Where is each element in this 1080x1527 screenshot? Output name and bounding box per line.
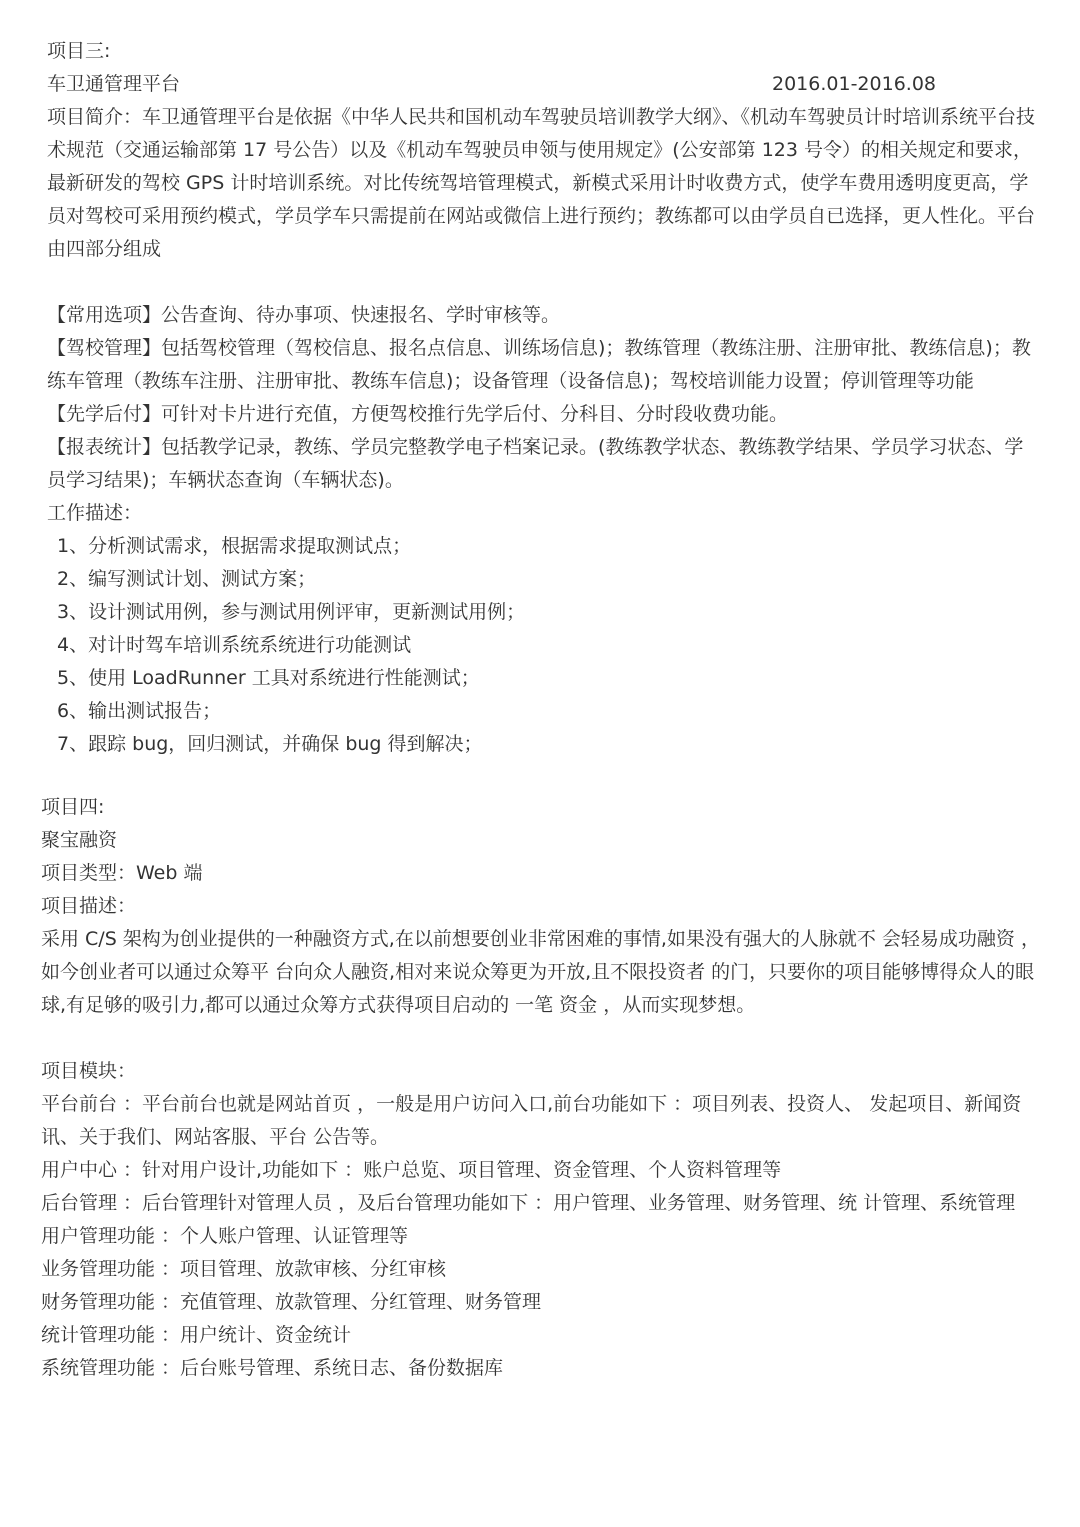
work-item: 6、输出测试报告； (57, 700, 222, 722)
module-line: 用户管理功能 ：个人账户管理、认证管理等 (41, 1225, 409, 1247)
project-four-description-heading: 项目描述： (41, 895, 137, 917)
project-three-heading: 项目三: (47, 40, 111, 62)
project-four-modules-heading: 项目模块： (41, 1060, 137, 1082)
module-line: 用户中心 ：针对用户设计,功能如下 ：账户总览、项目管理、资金管理、个人资料管理等 (41, 1159, 782, 1181)
module-line: 系统管理功能 ：后台账号管理、系统日志、备份数据库 (41, 1357, 504, 1379)
module-line: 统计管理功能 ：用户统计、资金统计 (41, 1324, 352, 1346)
module-learn-first-pay-later: 【先学后付】可针对卡片进行充值，方便驾校推行先学后付、分科目、分时段收费功能。 (47, 403, 789, 425)
module-line: 后台管理 ：后台管理针对管理人员 ，及后台管理功能如下 ：用户管理、业务管理、财务管理、统 计管理、系统管理 (41, 1192, 1016, 1214)
project-three-name: 车卫通管理平台 (47, 73, 181, 95)
project-three-title-row (47, 68, 1040, 101)
work-item: 1、分析测试需求，根据需求提取测试点； (57, 535, 412, 557)
work-item: 2、编写测试计划、测试方案； (57, 568, 317, 590)
work-item: 4、对计时驾车培训系统系统进行功能测试 (57, 634, 412, 656)
project-three-period: 2016.01-2016.08 (772, 73, 936, 95)
work-description-heading: 工作描述： (47, 502, 143, 524)
project-four-type: 项目类型：Web 端 (41, 862, 203, 884)
project-four-name: 聚宝融资 (41, 829, 118, 851)
project-four-description: 采用 C/S 架构为创业提供的一种融资方式,在以前想要创业非常困难的事情,如果没有强大的人脉就不 会轻易成功融资 ，如今创业者可以通过众筹平 台向众人融资,相对来说众筹更为开放,且不限投资者 的门，只要你的项目能够博得众人的眼球,有足够的吸引力,都可以通过众筹方式获得项目启动的 一笔 资金 ，从而实现梦想。 (41, 928, 1040, 1016)
module-line: 业务管理功能 ：项目管理、放款审核、分红审核 (41, 1258, 447, 1280)
work-item: 7、跟踪 bug，回归测试，并确保 bug 得到解决； (57, 733, 483, 755)
spacer (47, 266, 1040, 299)
project-four-section (41, 791, 1041, 1385)
module-line: 平台前台 ：平台前台也就是网站首页 ，一般是用户访问入口,前台功能如下 ：项目列表、投资人、 发起项目、新闻资讯、关于我们、网站客服、平台 公告等。 (41, 1093, 1022, 1148)
work-item: 3、设计测试用例，参与测试用例评审，更新测试用例； (57, 601, 526, 623)
project-three-intro: 项目简介：车卫通管理平台是依据《中华人民共和国机动车驾驶员培训教学大纲》、《机动车驾驶员计时培训系统平台技术规范（交通运输部第 17 号公告）以及《机动车驾驶员申领与使用规定》(公安部第 123 号令）的相关规定和要求，最新研发的驾校 GPS 计时培训系统。对比传统驾培管理模式，新模式采用计时收费方式，使学车费用透明度更高，学员对驾校可采用预约模式，学员学车只需提前在网站或微信上进行预约；教练都可以由学员自已选择，更人性化。平台由四部分组成 (47, 106, 1036, 260)
work-item: 5、使用 LoadRunner 工具对系统进行性能测试； (57, 667, 480, 689)
module-report-statistics: 【报表统计】包括教学记录，教练、学员完整教学电子档案记录。(教练教学状态、教练教学结果、学员学习状态、学员学习结果)；车辆状态查询（车辆状态)。 (47, 436, 1024, 491)
project-four-heading: 项目四: (41, 796, 105, 818)
module-line: 财务管理功能 ：充值管理、放款管理、分红管理、财务管理 (41, 1291, 542, 1313)
project-three-section (47, 35, 1040, 761)
module-common-options: 【常用选项】公告查询、待办事项、快速报名、学时审核等。 (47, 304, 561, 326)
spacer (41, 1022, 1041, 1055)
module-school-management: 【驾校管理】包括驾校管理（驾校信息、报名点信息、训练场信息)；教练管理（教练注册、注册审批、教练信息)；教练车管理（教练车注册、注册审批、教练车信息)；设备管理（设备信息)；驾校培训能力设置；停训管理等功能 (47, 337, 1031, 392)
